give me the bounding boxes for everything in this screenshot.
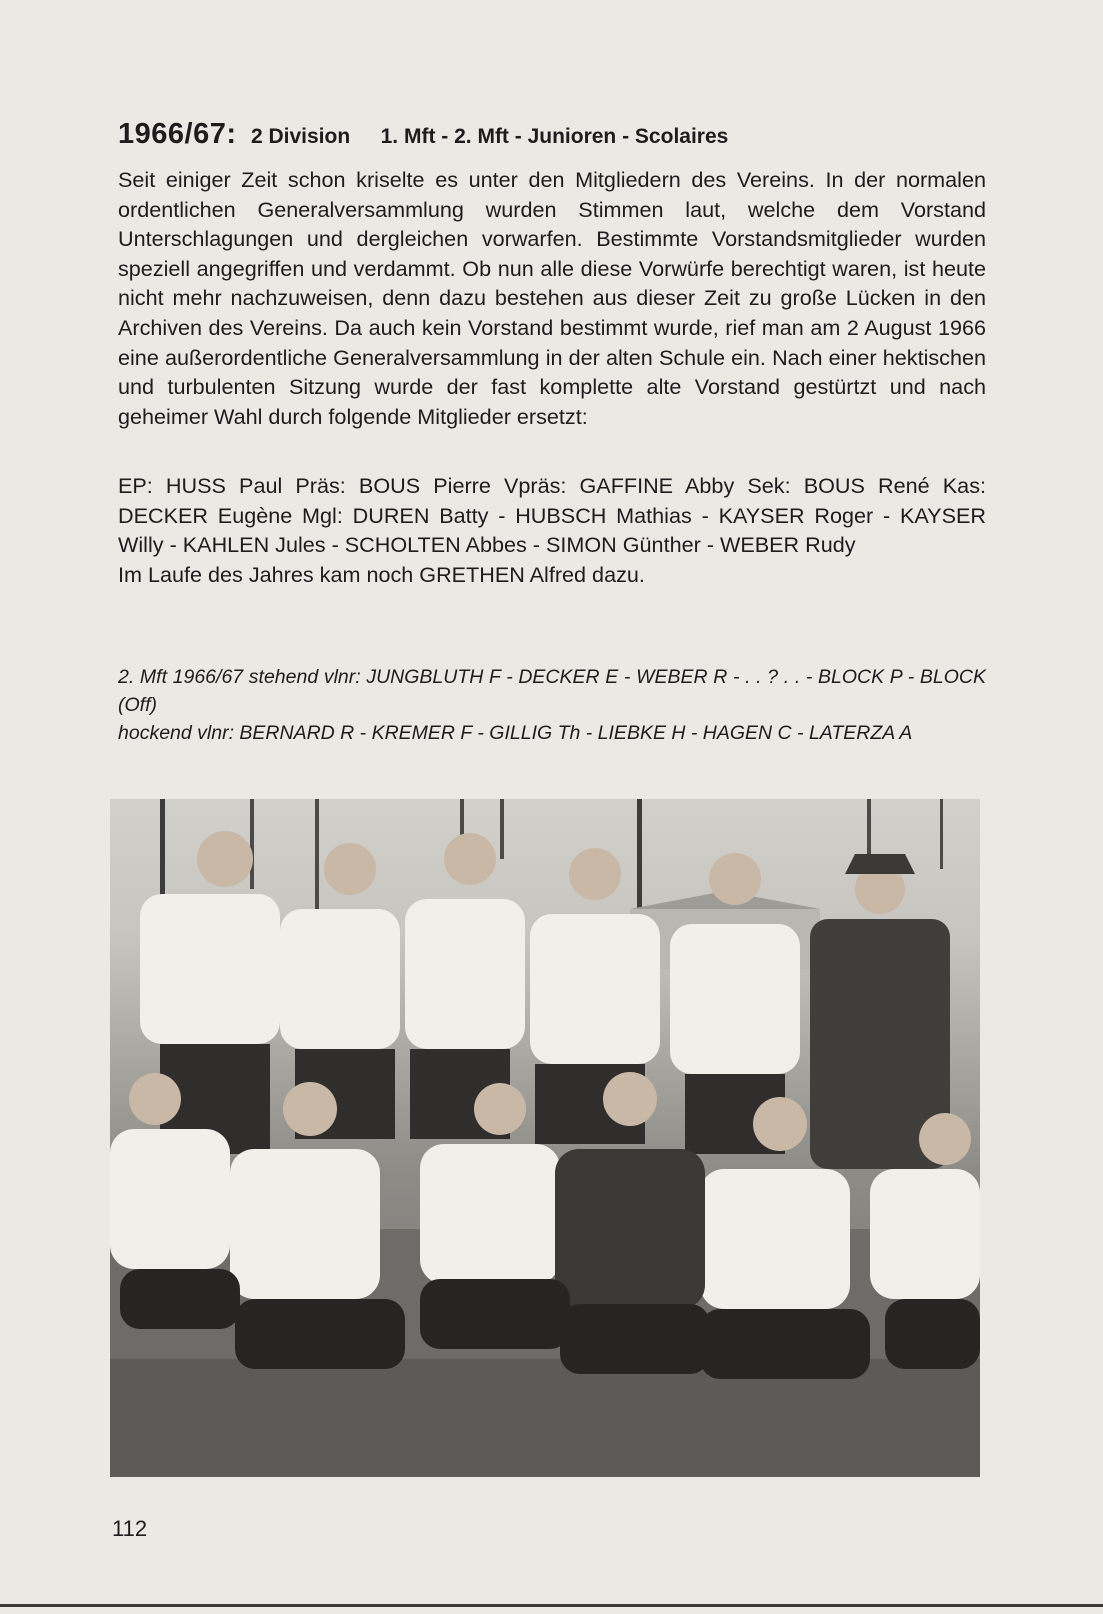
team-photo (110, 799, 980, 1477)
page-number: 112 (112, 1516, 148, 1541)
team-photo-illustration (110, 799, 980, 1477)
photo-caption (118, 663, 986, 747)
committee-members: EP: HUSS Paul Präs: BOUS Pierre Vpräs: GAFFINE Abby Sek: BOUS René Kas: DECKER Eugène Mgl: DUREN Batty - HUBSCH Mathias - KAYSER Roger - KAYSER Willy - KAHLEN Jules - SCHOLTEN Abbes - SIMON Günther - WEBER Rudy (118, 473, 986, 558)
division-label: 2 Division (250, 125, 351, 148)
caption-kneeling: hockend vlnr: BERNARD R - KREMER F - GILLIG Th - LIEBKE H - HAGEN C - LATERZA A (118, 722, 913, 744)
teams-label: 1. Mft - 2. Mft - Junioren - Scolaires (380, 125, 729, 148)
section-heading (118, 118, 1018, 151)
committee-list (118, 471, 986, 589)
body-paragraph: Seit einiger Zeit schon kriselte es unter den Mitgliedern des Vereins. In der normalen ordentlichen Generalversammlung wurden Stimmen laut, welche dem Vorstand Unterschlagungen und dergleichen vorwarfen. Bestimmte Vorstandsmitglieder wurden speziell angegriffen und verdammt. Ob nun alle diese Vorwürfe berechtigt waren, ist heute nicht mehr nachzuweisen, denn dazu bestehen aus dieser Zeit zu große Lücken in den Archiven des Vereins. Da auch kein Vorstand bestimmt wurde, rief man am 2 August 1966 eine außerordentliche Generalversammlung in der alten Schule ein. Nach einer hektischen und turbulenten Sitzung wurde der fast komplette alte Vorstand gestürtzt und nach geheimer Wahl durch folgende Mitglieder ersetzt: (118, 167, 986, 429)
page-bottom-rule (0, 1604, 1103, 1607)
caption-standing: 2. Mft 1966/67 stehend vlnr: JUNGBLUTH F - DECKER E - WEBER R - . . ? . . - BLOCK P - BLOCK (Off) (118, 666, 986, 716)
season-label: 1966/67: (118, 118, 237, 150)
committee-addition: Im Laufe des Jahres kam noch GRETHEN Alfred dazu. (118, 561, 645, 587)
